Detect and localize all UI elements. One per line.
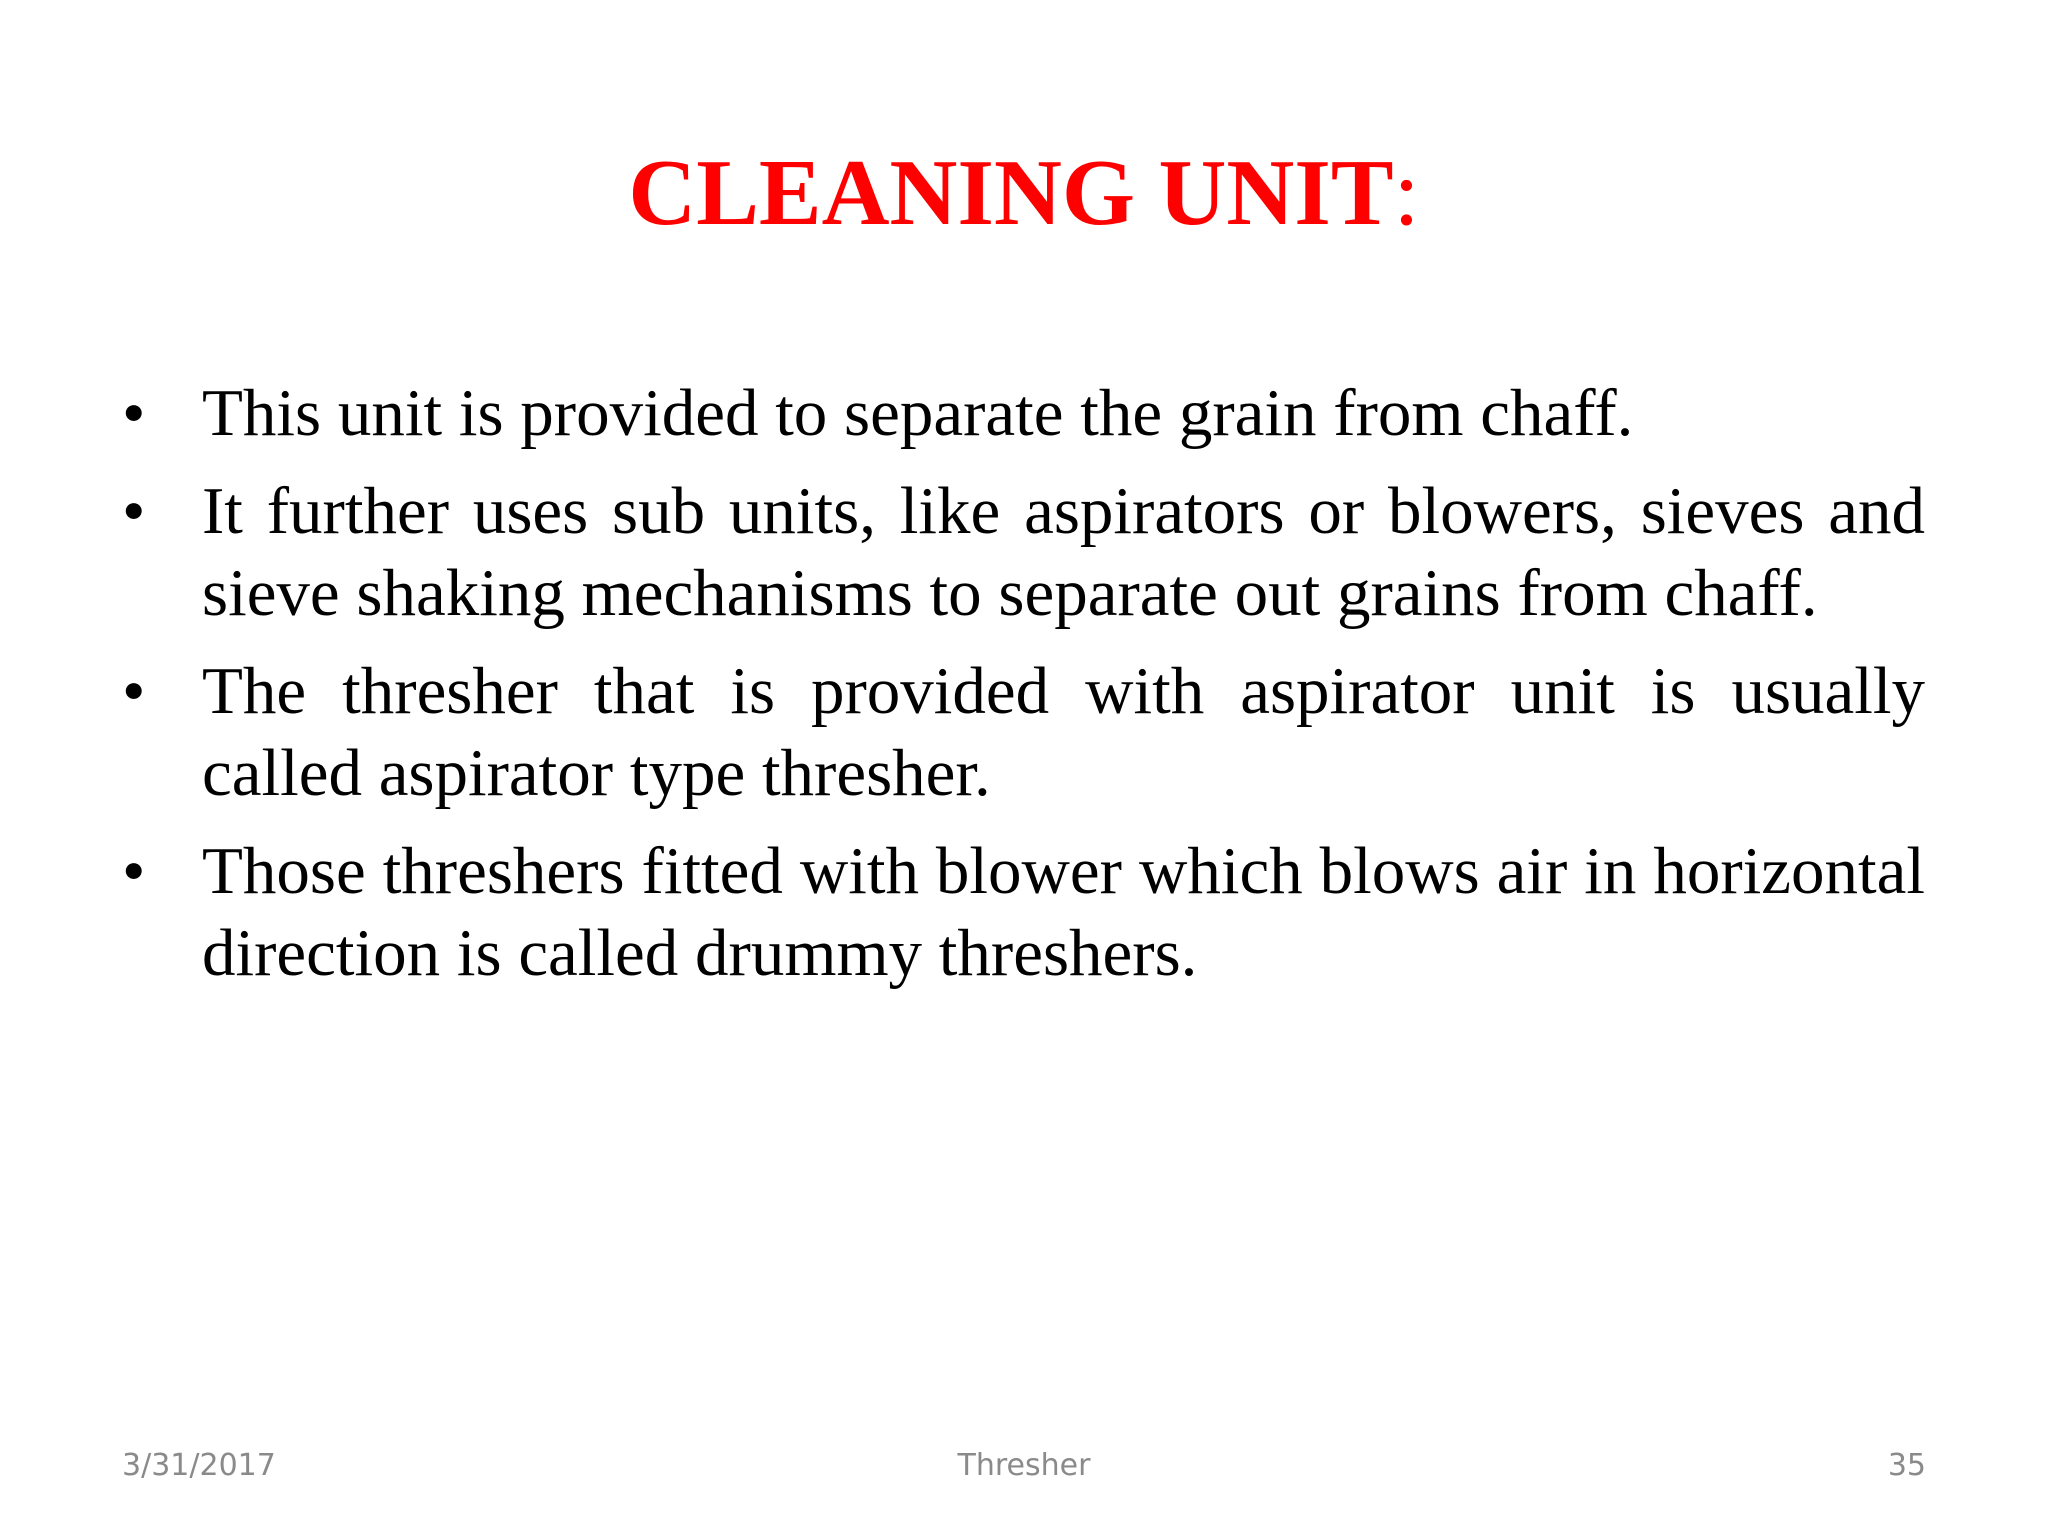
- bullet-item: [122, 830, 1925, 994]
- bullet-marker: •: [122, 834, 146, 908]
- bullet-item: [122, 650, 1925, 814]
- bullet-list: [122, 372, 1925, 1010]
- bullet-text: Those threshers fitted with blower which blows air in horizontal direction is called drummy threshers.: [202, 834, 1925, 990]
- bullet-item: [122, 470, 1925, 634]
- slide-title: [0, 138, 2048, 248]
- bullet-marker: •: [122, 376, 146, 450]
- bullet-text: The thresher that is provided with aspirator unit is usually called aspirator type thresher.: [202, 654, 1925, 810]
- bullet-marker: •: [122, 654, 146, 728]
- slide-title-colon: :: [1393, 141, 1420, 245]
- bullet-item: [122, 372, 1925, 454]
- slide-title-text: CLEANING UNIT: [628, 141, 1394, 245]
- bullet-text: It further uses sub units, like aspirators or blowers, sieves and sieve shaking mechanisms to separate out grains from chaff.: [202, 474, 1925, 630]
- footer-page-number: 35: [1887, 1448, 1926, 1483]
- bullet-marker: •: [122, 474, 146, 548]
- bullet-text: This unit is provided to separate the grain from chaff.: [202, 376, 1634, 450]
- footer-title: Thresher: [957, 1448, 1091, 1483]
- footer-date: 3/31/2017: [122, 1448, 276, 1483]
